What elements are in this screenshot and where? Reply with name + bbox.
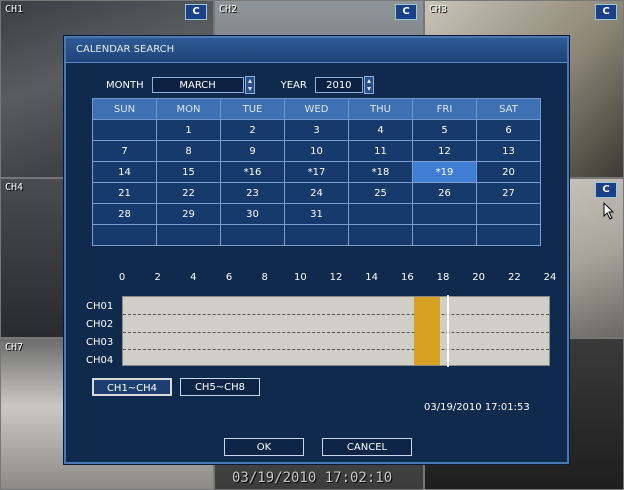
weekday-header: FRI (413, 99, 477, 120)
calendar-day-cell[interactable]: 8 (157, 141, 221, 162)
calendar-day-cell[interactable] (477, 225, 541, 246)
calendar-day-cell[interactable]: 21 (93, 183, 157, 204)
calendar-day-cell[interactable]: 22 (157, 183, 221, 204)
calendar-day-cell[interactable] (413, 204, 477, 225)
calendar-day-cell[interactable]: *19 (413, 162, 477, 183)
weekday-header: SAT (477, 99, 541, 120)
overlay-timestamp: 03/19/2010 17:02:10 (232, 470, 393, 486)
calendar-day-cell[interactable] (285, 225, 349, 246)
calendar-week-row (93, 225, 541, 246)
camera-badge: C (595, 4, 617, 20)
calendar-day-cell[interactable] (477, 204, 541, 225)
calendar-day-cell[interactable]: *18 (349, 162, 413, 183)
hour-tick-label: 10 (293, 272, 307, 283)
calendar-search-dialog (64, 36, 569, 464)
weekday-header: TUE (221, 99, 285, 120)
dialog-title: CALENDAR SEARCH (66, 38, 567, 63)
hour-tick-label: 12 (329, 272, 343, 283)
camera-badge: C (595, 182, 617, 198)
calendar-day-cell[interactable]: *16 (221, 162, 285, 183)
timeline-hour-scale (118, 272, 557, 286)
month-label: MONTH (106, 79, 144, 91)
weekday-header: SUN (93, 99, 157, 120)
camera-label: CH3 (429, 4, 448, 15)
hour-tick-label: 6 (225, 272, 233, 283)
calendar-day-cell[interactable] (349, 204, 413, 225)
datetime-readout: 03/19/2010 17:01:53 (424, 402, 530, 413)
calendar-day-cell[interactable]: 29 (157, 204, 221, 225)
calendar-day-cell[interactable] (93, 120, 157, 141)
calendar-day-cell[interactable]: 12 (413, 141, 477, 162)
timeline-row-divider (123, 332, 549, 333)
calendar-day-cell[interactable]: 14 (93, 162, 157, 183)
channel-label: CH01 (86, 301, 114, 312)
camera-label: CH4 (5, 182, 24, 193)
hour-tick-label: 22 (507, 272, 521, 283)
calendar-day-cell[interactable] (221, 225, 285, 246)
timeline-cursor[interactable] (447, 295, 449, 367)
year-select[interactable]: 2010 (315, 77, 363, 93)
calendar-day-cell[interactable]: 5 (413, 120, 477, 141)
calendar-day-cell[interactable]: *17 (285, 162, 349, 183)
timeline-row-divider (123, 314, 549, 315)
calendar-day-cell[interactable] (413, 225, 477, 246)
channel-label: CH03 (86, 337, 114, 348)
camera-label: CH7 (5, 342, 24, 353)
hour-tick-label: 8 (261, 272, 268, 283)
calendar-day-cell[interactable] (349, 225, 413, 246)
hour-tick-label: 0 (118, 272, 126, 283)
calendar-day-cell[interactable]: 11 (349, 141, 413, 162)
calendar-week-row (93, 162, 541, 183)
calendar-day-cell[interactable]: 20 (477, 162, 541, 183)
calendar-day-cell[interactable]: 25 (349, 183, 413, 204)
calendar-day-cell[interactable]: 23 (221, 183, 285, 204)
calendar-day-cell[interactable]: 6 (477, 120, 541, 141)
year-spinner[interactable] (364, 76, 374, 94)
channel-labels (86, 298, 113, 370)
date-controls (106, 76, 374, 94)
calendar-day-cell[interactable]: 13 (477, 141, 541, 162)
calendar-day-cell[interactable]: 15 (157, 162, 221, 183)
group-ch5-ch8-button[interactable]: CH5~CH8 (180, 378, 260, 396)
camera-label: CH1 (5, 4, 24, 15)
calendar-day-cell[interactable]: 4 (349, 120, 413, 141)
hour-tick-label: 2 (154, 272, 161, 283)
calendar-day-cell[interactable]: 2 (221, 120, 285, 141)
calendar-day-cell[interactable]: 27 (477, 183, 541, 204)
calendar-day-cell[interactable]: 9 (221, 141, 285, 162)
camera-label: CH2 (219, 4, 238, 15)
hour-tick-label: 20 (472, 272, 486, 283)
channel-label: CH04 (86, 355, 114, 366)
calendar-day-cell[interactable]: 10 (285, 141, 349, 162)
recording-timeline[interactable] (122, 296, 550, 366)
hour-tick-label: 16 (400, 272, 414, 283)
calendar-day-cell[interactable]: 3 (285, 120, 349, 141)
calendar-day-cell[interactable]: 1 (157, 120, 221, 141)
cancel-button[interactable]: CANCEL (322, 438, 412, 456)
recording-segment[interactable] (414, 297, 440, 365)
calendar-day-cell[interactable]: 26 (413, 183, 477, 204)
hour-tick-label: 4 (190, 272, 197, 283)
timeline-row-divider (123, 349, 549, 350)
ok-button[interactable]: OK (224, 438, 304, 456)
camera-badge: C (395, 4, 417, 20)
weekday-header: WED (285, 99, 349, 120)
month-select[interactable]: MARCH (152, 77, 244, 93)
mouse-pointer-icon (603, 202, 615, 220)
hour-tick-label: 24 (543, 272, 557, 283)
calendar-day-cell[interactable]: 28 (93, 204, 157, 225)
camera-badge: C (185, 4, 207, 20)
channel-label: CH02 (86, 319, 114, 330)
calendar-day-cell[interactable]: 30 (221, 204, 285, 225)
month-spinner[interactable] (245, 76, 255, 94)
weekday-header: THU (349, 99, 413, 120)
group-ch1-ch4-button[interactable]: CH1~CH4 (92, 378, 172, 396)
calendar-day-cell[interactable] (157, 225, 221, 246)
calendar-day-cell[interactable]: 24 (285, 183, 349, 204)
calendar-week-row (93, 120, 541, 141)
calendar-day-cell[interactable]: 7 (93, 141, 157, 162)
calendar-day-cell[interactable]: 31 (285, 204, 349, 225)
calendar-week-row (93, 141, 541, 162)
calendar-week-row (93, 204, 541, 225)
calendar-day-cell[interactable] (93, 225, 157, 246)
hour-tick-label: 18 (436, 272, 450, 283)
hour-tick-label: 14 (365, 272, 379, 283)
calendar-week-row (93, 183, 541, 204)
year-label: YEAR (280, 79, 307, 91)
calendar-grid (92, 98, 541, 246)
weekday-header: MON (157, 99, 221, 120)
